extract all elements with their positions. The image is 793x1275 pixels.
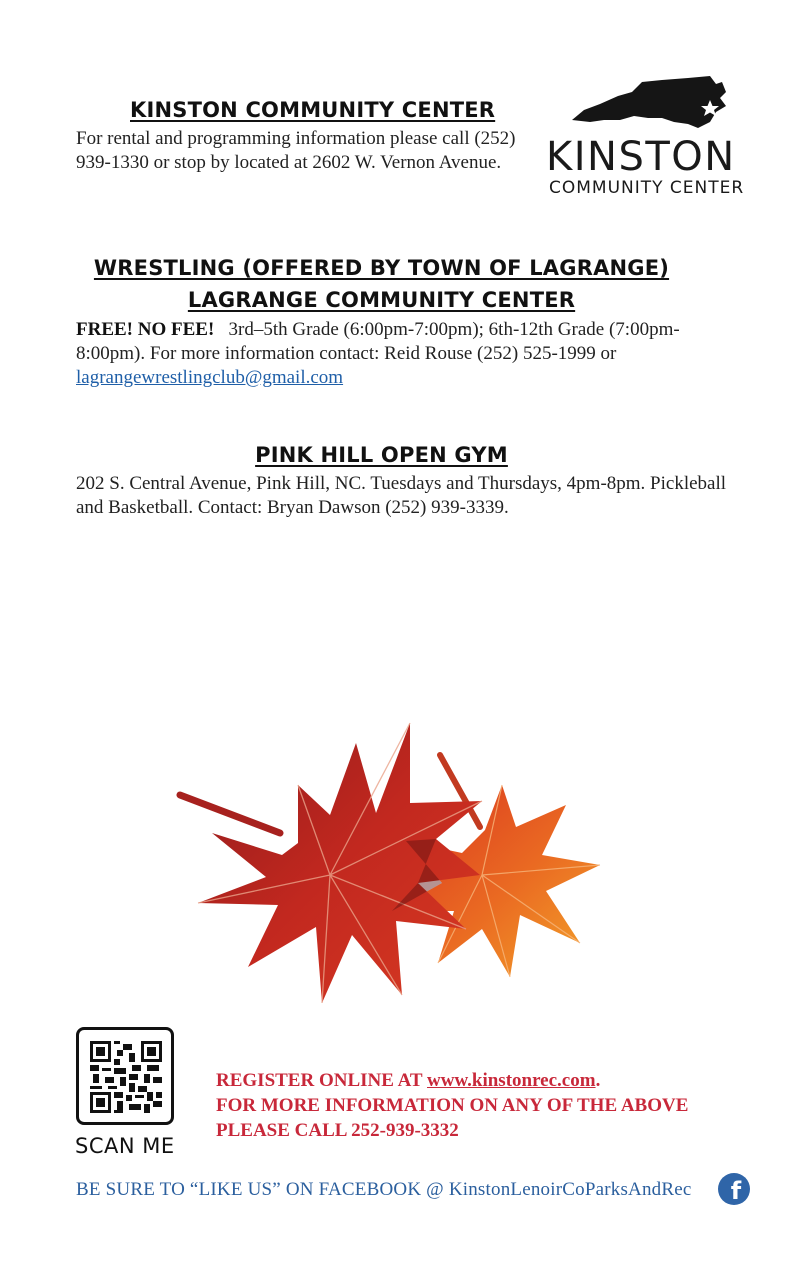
lagrange-heading: LAGRANGE COMMUNITY CENTER — [187, 288, 576, 312]
qr-code-icon — [90, 1041, 162, 1113]
facebook-icon[interactable] — [718, 1173, 750, 1205]
wrestling-description — [76, 318, 746, 390]
facebook-icon-glyph: f — [730, 1177, 742, 1205]
free-label: FREE! NO FEE! — [76, 319, 215, 340]
kinston-heading: KINSTON COMMUNITY CENTER — [130, 98, 496, 122]
register-suffix: . — [595, 1070, 601, 1091]
scan-me-label: SCAN ME — [75, 1134, 175, 1158]
kinston-logo — [545, 68, 755, 198]
wrestling-details: 3rd–5th Grade (6:00pm-7:00pm); 6th-12th Grade (7:00pm-8:00pm). For more information contact: Reid Rouse (252) 525-1999 or — [76, 319, 680, 364]
register-link[interactable]: www.kinstonrec.com — [427, 1070, 596, 1091]
north-carolina-map-icon — [570, 72, 730, 136]
pinkhill-description: 202 S. Central Avenue, Pink Hill, NC. Tuesdays and Thursdays, 4pm-8pm. Pickleball and Basketball. Contact: Bryan Dawson (252) 939-3339. — [76, 473, 727, 518]
autumn-leaves-illustration — [170, 715, 640, 1035]
register-info — [216, 1068, 688, 1143]
register-line-2: FOR MORE INFORMATION ON ANY OF THE ABOVE — [216, 1095, 689, 1116]
kinston-logo-word: KINSTON — [546, 134, 736, 180]
wrestling-heading: WRESTLING (OFFERED BY TOWN OF LAGRANGE) — [93, 256, 670, 280]
pinkhill-heading: PINK HILL OPEN GYM — [255, 443, 508, 467]
register-line-3: PLEASE CALL 252-939-3332 — [216, 1120, 459, 1141]
wrestling-email-link[interactable]: lagrangewrestlingclub@gmail.com — [76, 367, 344, 388]
register-prefix: REGISTER ONLINE AT — [216, 1070, 428, 1091]
kinston-description: For rental and programming information please call (252) 939-1330 or stop by located at 2602 W. Vernon Avenue. — [76, 128, 516, 173]
facebook-text: BE SURE TO “LIKE US” ON FACEBOOK @ KinstonLenoirCoParksAndRec — [76, 1179, 692, 1200]
qr-code-frame[interactable] — [76, 1027, 174, 1125]
kinston-logo-subtitle: COMMUNITY CENTER — [549, 178, 745, 198]
